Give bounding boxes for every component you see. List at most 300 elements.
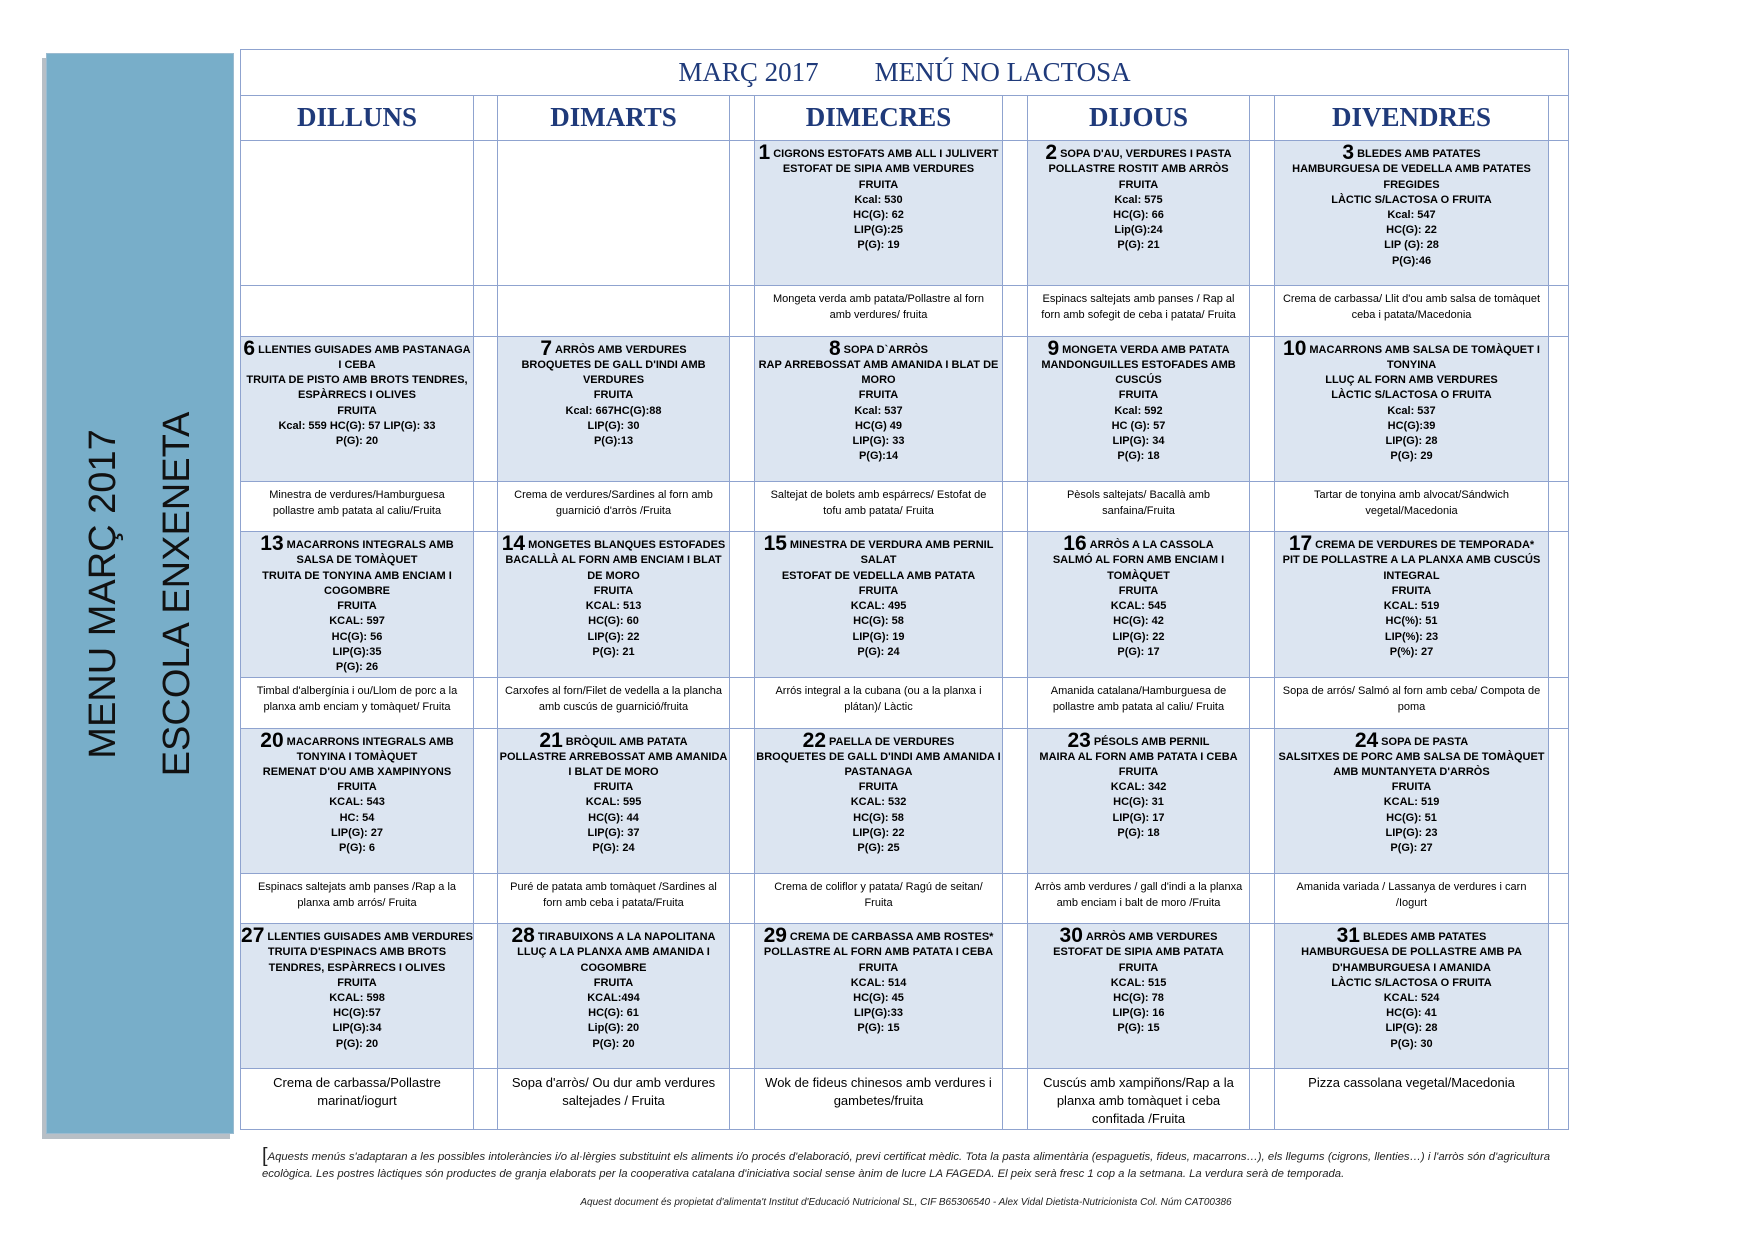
menu-line: FRUITA bbox=[858, 178, 899, 191]
day-cell bbox=[1028, 336, 1250, 481]
menu-line: ESTOFAT DE VEDELLA AMB PATATA bbox=[781, 569, 976, 582]
menu-line: LIP(G): 16 bbox=[1112, 1007, 1165, 1020]
footer-credit: Aquest document és propietat d'alimenta't Institut d'Educació Nutricional SL, CIF B65306540 - Alex Vidal Dietista-Nutricionista Col. Núm CAT00386 bbox=[580, 1197, 1232, 1208]
spacer-cell bbox=[730, 141, 755, 286]
spacer-cell bbox=[1250, 336, 1275, 481]
day-cell bbox=[498, 532, 730, 678]
menu-line: Lip(G):24 bbox=[1114, 224, 1163, 237]
week-row bbox=[241, 924, 1569, 1069]
dinner-suggestion: Mongeta verda amb patata/Pollastre al forn amb verdures/ fruita bbox=[755, 286, 1003, 337]
spacer-cell bbox=[1250, 481, 1275, 532]
day-header-thursday: DIJOUS bbox=[1028, 95, 1250, 141]
spacer-cell bbox=[1250, 1069, 1275, 1130]
sidebar-banner bbox=[46, 53, 234, 1134]
menu-month: MARÇ 2017 bbox=[678, 56, 819, 87]
menu-line: LIP(%): 23 bbox=[1384, 630, 1439, 643]
menu-line: PAELLA DE VERDURES bbox=[829, 735, 955, 748]
menu-line: KCAL: 342 bbox=[1110, 781, 1167, 794]
menu-line: BACALLÀ AL FORN AMB ENCIAM I BLAT DE MORO bbox=[505, 554, 722, 582]
footer-note bbox=[262, 1145, 1550, 1183]
menu-line: LÀCTIC S/LACTOSA O FRUITA bbox=[1331, 389, 1492, 402]
menu-line: KCAL:494 bbox=[587, 992, 640, 1005]
dinner-suggestion: Sopa de arrós/ Salmó al forn amb ceba/ Compota de poma bbox=[1275, 678, 1549, 729]
dinner-suggestion: Pizza cassolana vegetal/Macedonia bbox=[1275, 1069, 1549, 1130]
spacer-cell bbox=[730, 286, 755, 337]
spacer-cell bbox=[1250, 728, 1275, 873]
menu-line: KCAL: 515 bbox=[1110, 976, 1167, 989]
menu-line: FRUITA bbox=[858, 961, 899, 974]
day-number: 27 bbox=[241, 924, 265, 948]
menu-line: HC(G): 51 bbox=[1386, 811, 1437, 824]
menu-line: TRUITA DE PISTO AMB BROTS TENDRES, ESPÀRRECS I OLIVES bbox=[246, 374, 468, 402]
menu-line: HAMBURGUESA DE VEDELLA AMB PATATES FREGIDES bbox=[1292, 163, 1531, 191]
menu-line: P(G): 26 bbox=[335, 660, 379, 673]
menu-line: P(G): 18 bbox=[1117, 826, 1160, 839]
day-number: 13 bbox=[260, 532, 284, 556]
menu-line: CIGRONS ESTOFATS AMB ALL I JULIVERT bbox=[773, 148, 999, 161]
menu-line: POLLASTRE ARREBOSSAT AMB AMANIDA I BLAT DE MORO bbox=[499, 750, 728, 779]
spacer-cell bbox=[730, 532, 755, 678]
menu-line: LIP(G): 28 bbox=[1385, 1022, 1438, 1035]
menu-line: LIP(G): 27 bbox=[331, 826, 383, 839]
day-cell bbox=[1028, 728, 1250, 873]
menu-line: FRUITA bbox=[337, 404, 377, 417]
dinner-suggestion: Arròs amb verdures / gall d'indi a la planxa amb enciam i balt de moro /Fruita bbox=[1028, 873, 1250, 924]
menu-line: P(G): 24 bbox=[857, 645, 900, 658]
menu-line: LÀCTIC S/LACTOSA O FRUITA bbox=[1331, 193, 1492, 206]
menu-type: MENÚ NO LACTOSA bbox=[874, 56, 1131, 87]
day-cell bbox=[755, 336, 1003, 481]
menu-line: ESTOFAT DE SIPIA AMB PATATA bbox=[1053, 946, 1224, 959]
menu-line: P(G): 17 bbox=[1117, 645, 1160, 658]
menu-line: FRUITA bbox=[1118, 584, 1159, 597]
menu-line: KCAL: 524 bbox=[1383, 992, 1440, 1005]
dinner-suggestion: Minestra de verdures/Hamburguesa pollastre amb patata al caliu/Fruita bbox=[241, 481, 474, 532]
spacer-cell bbox=[474, 532, 498, 678]
menu-line: P(G):13 bbox=[593, 434, 634, 447]
menu-line: LIP(G):25 bbox=[854, 224, 903, 237]
day-cell bbox=[1275, 728, 1549, 873]
spacer-cell bbox=[474, 728, 498, 873]
menu-line: HC(G): 56 bbox=[331, 630, 383, 643]
spacer-cell bbox=[730, 95, 755, 141]
day-cell bbox=[1275, 532, 1549, 678]
menu-line: MONGETES BLANQUES ESTOFADES bbox=[528, 539, 726, 552]
menu-line: FRUITA bbox=[1118, 178, 1159, 191]
menu-line: FRUITA bbox=[858, 584, 899, 597]
menu-line: LIP(G): 23 bbox=[1385, 826, 1438, 839]
day-number: 14 bbox=[501, 532, 526, 556]
day-number: 21 bbox=[539, 728, 563, 752]
menu-line: MONGETA VERDA AMB PATATA bbox=[1062, 343, 1230, 356]
menu-line: HC(G): 58 bbox=[853, 811, 904, 824]
spacer-cell bbox=[1549, 336, 1569, 481]
menu-line: FRUITA bbox=[593, 389, 634, 402]
menu-line: LIP(G):33 bbox=[854, 1007, 903, 1020]
spacer-cell bbox=[474, 873, 498, 924]
dinner-suggestion: Timbal d'albergínia i ou/Llom de porc a la planxa amb enciam y tomàquet/ Fruita bbox=[241, 678, 474, 729]
day-header-wednesday: DIMECRES bbox=[755, 95, 1003, 141]
alternative-row bbox=[241, 1069, 1569, 1130]
day-number: 10 bbox=[1283, 336, 1307, 360]
menu-line: LIP(G): 37 bbox=[587, 826, 640, 839]
menu-line: BRÒQUIL AMB PATATA bbox=[565, 735, 688, 748]
menu-line: HC(G): 60 bbox=[588, 615, 639, 628]
spacer-cell bbox=[730, 678, 755, 729]
dinner-suggestion: Crema de carbassa/ Llit d'ou amb salsa de tomàquet ceba i patata/Macedonia bbox=[1275, 286, 1549, 337]
day-cell bbox=[1028, 924, 1250, 1069]
spacer-cell bbox=[474, 141, 498, 286]
menu-line: P(G): 6 bbox=[338, 842, 376, 855]
menu-line: LÀCTIC S/LACTOSA O FRUITA bbox=[1331, 976, 1492, 989]
dinner-suggestion: Saltejat de bolets amb espárrecs/ Estofat de tofu amb patata/ Fruita bbox=[755, 481, 1003, 532]
menu-line: Kcal: 575 bbox=[1114, 193, 1163, 206]
menu-line: MAIRA AL FORN AMB PATATA I CEBA bbox=[1039, 750, 1238, 763]
menu-line: HC(G): 41 bbox=[1386, 1007, 1437, 1020]
day-number: 6 bbox=[243, 336, 256, 360]
alternative-row bbox=[241, 678, 1569, 729]
menu-line: HC(G): 44 bbox=[588, 811, 639, 824]
spacer-cell bbox=[730, 924, 755, 1069]
spacer-cell bbox=[474, 1069, 498, 1130]
sidebar-title-line1: MENU MARÇ 2017 bbox=[82, 428, 124, 759]
menu-line: LIP(G): 30 bbox=[587, 419, 640, 432]
menu-line: KCAL: 513 bbox=[585, 600, 642, 613]
dinner-suggestion: Crema de coliflor y patata/ Ragú de seitan/ Fruita bbox=[755, 873, 1003, 924]
day-cell bbox=[498, 336, 730, 481]
dinner-suggestion: Tartar de tonyina amb alvocat/Sándwich vegetal/Macedonia bbox=[1275, 481, 1549, 532]
menu-line: CREMA DE CARBASSA AMB ROSTES* bbox=[789, 931, 994, 944]
day-number: 24 bbox=[1354, 728, 1379, 752]
menu-line: LIP(G): 28 bbox=[1385, 434, 1438, 447]
alternative-row bbox=[241, 286, 1569, 337]
menu-line: HC(G): 22 bbox=[1386, 224, 1437, 237]
spacer-cell bbox=[1549, 678, 1569, 729]
day-cell bbox=[755, 141, 1003, 286]
spacer-cell bbox=[1250, 95, 1275, 141]
day-cell bbox=[1028, 532, 1250, 678]
menu-line: FRUITA bbox=[858, 781, 899, 794]
week-row bbox=[241, 141, 1569, 286]
spacer-cell bbox=[474, 924, 498, 1069]
menu-line: FRUITA bbox=[337, 600, 377, 613]
spacer-cell bbox=[1549, 924, 1569, 1069]
dinner-suggestion: Espinacs saltejats amb panses /Rap a la planxa amb arrós/ Fruita bbox=[241, 873, 474, 924]
menu-line: FRUITA bbox=[1391, 584, 1432, 597]
spacer-cell bbox=[1003, 532, 1028, 678]
menu-line: LIP(G):35 bbox=[332, 645, 382, 658]
spacer-cell bbox=[730, 873, 755, 924]
spacer-cell bbox=[1549, 481, 1569, 532]
menu-line: ARRÒS AMB VERDURES bbox=[1085, 931, 1218, 944]
spacer-cell bbox=[1250, 873, 1275, 924]
day-cell bbox=[241, 336, 474, 481]
menu-line: POLLASTRE AL FORN AMB PATATA I CEBA bbox=[763, 946, 994, 959]
menu-line: LIP(G): 22 bbox=[1112, 630, 1165, 643]
day-cell bbox=[498, 924, 730, 1069]
menu-line: P(G): 20 bbox=[335, 434, 379, 447]
menu-line: P(G): 20 bbox=[592, 1037, 635, 1050]
day-header-friday: DIVENDRES bbox=[1275, 95, 1549, 141]
menu-line: KCAL: 495 bbox=[850, 600, 907, 613]
spacer-cell bbox=[1250, 924, 1275, 1069]
menu-line: P(G): 20 bbox=[335, 1037, 379, 1050]
day-cell bbox=[241, 728, 474, 873]
menu-line: ESTOFAT DE SIPIA AMB VERDURES bbox=[782, 163, 975, 176]
menu-line: LIP(G):34 bbox=[332, 1022, 382, 1035]
menu-line: TRUITA DE TONYINA AMB ENCIAM I COGOMBRE bbox=[262, 569, 452, 597]
menu-line: LIP (G): 28 bbox=[1384, 239, 1439, 252]
day-number: 30 bbox=[1059, 924, 1083, 948]
menu-line: LIP(G): 22 bbox=[587, 630, 640, 643]
menu-line: Kcal: 559 HC(G): 57 LIP(G): 33 bbox=[278, 419, 436, 432]
menu-line: HAMBURGUESA DE POLLASTRE AMB PA D'HAMBURGUESA I AMANIDA bbox=[1301, 946, 1522, 974]
day-number: 9 bbox=[1047, 336, 1060, 360]
footer-note-text: Aquests menús s'adaptaran a les possibles intoleràncies i/o al·lèrgies substituint els aliments i/o procés d'elaboració, previ certificat mèdic. Tota la pasta alimentària (espaguetis, fideus, macarrons…), els llegums (cigrons, llenties…) i l'arròs són d'agricultura ecològica. Les postres làctiques són productes de granja elaborats per la cooperativa catalana d'iniciativa social sense ànim de lucre LA FAGEDA. El peix serà fresc 1 cop a la setmana. La verdura serà de temporada. bbox=[262, 1151, 1550, 1180]
menu-line: P(G): 27 bbox=[1390, 842, 1433, 855]
spacer-cell bbox=[730, 728, 755, 873]
menu-title bbox=[241, 50, 1569, 96]
spacer-cell bbox=[730, 1069, 755, 1130]
spacer-cell bbox=[730, 336, 755, 481]
menu-line: P(%): 27 bbox=[1389, 645, 1434, 658]
menu-line: LIP(G): 17 bbox=[1112, 811, 1165, 824]
week-row bbox=[241, 532, 1569, 678]
dinner-suggestion: Sopa d'arròs/ Ou dur amb verdures saltejades / Fruita bbox=[498, 1069, 730, 1130]
day-cell bbox=[1275, 336, 1549, 481]
menu-line: HC: 54 bbox=[339, 811, 375, 824]
menu-line: LLUÇ AL FORN AMB VERDURES bbox=[1325, 374, 1498, 387]
day-number: 29 bbox=[763, 924, 787, 948]
day-header-tuesday: DIMARTS bbox=[498, 95, 730, 141]
day-number: 7 bbox=[540, 336, 553, 360]
menu-line: LIP(G): 22 bbox=[852, 826, 905, 839]
alternative-row bbox=[241, 481, 1569, 532]
menu-line: KCAL: 597 bbox=[329, 615, 385, 628]
menu-line: P(G):46 bbox=[1391, 254, 1432, 267]
dinner-suggestion: Espinacs saltejats amb panses / Rap al forn amb sofegit de ceba i patata/ Fruita bbox=[1028, 286, 1250, 337]
menu-line: HC(G): 42 bbox=[1113, 615, 1164, 628]
dinner-suggestion: Carxofes al forn/Filet de vedella a la plancha amb cuscús de guarnició/fruita bbox=[498, 678, 730, 729]
alternative-row bbox=[241, 873, 1569, 924]
menu-line: HC(G): 45 bbox=[853, 992, 904, 1005]
spacer-cell bbox=[1250, 678, 1275, 729]
menu-line: HC(G):57 bbox=[333, 1007, 381, 1020]
menu-line: HC(G): 61 bbox=[588, 1007, 639, 1020]
spacer-cell bbox=[730, 481, 755, 532]
dinner-suggestion: Crema de verdures/Sardines al forn amb guarnició d'arròs /Fruita bbox=[498, 481, 730, 532]
menu-table bbox=[240, 49, 1569, 1130]
sidebar-title bbox=[66, 411, 214, 776]
menu-line: CREMA DE VERDURES DE TEMPORADA* bbox=[1315, 539, 1535, 552]
day-number: 17 bbox=[1288, 532, 1313, 556]
menu-line: BLEDES AMB PATATES bbox=[1362, 931, 1487, 944]
dinner-suggestion: Cuscús amb xampiñons/Rap a la planxa amb tomàquet i ceba confitada /Fruita bbox=[1028, 1069, 1250, 1130]
day-cell bbox=[1028, 141, 1250, 286]
spacer-cell bbox=[1549, 95, 1569, 141]
spacer-cell bbox=[1003, 286, 1028, 337]
spacer-cell bbox=[1549, 1069, 1569, 1130]
spacer-cell bbox=[1003, 95, 1028, 141]
menu-line: P(G): 15 bbox=[1117, 1022, 1160, 1035]
menu-line: HC(G): 31 bbox=[1113, 796, 1164, 809]
menu-line: P(G): 24 bbox=[592, 842, 635, 855]
menu-line: KCAL: 519 bbox=[1383, 796, 1440, 809]
menu-line: PIT DE POLLASTRE A LA PLANXA AMB CUSCÚS INTEGRAL bbox=[1282, 554, 1541, 582]
day-cell bbox=[498, 728, 730, 873]
day-cell bbox=[241, 924, 474, 1069]
day-number: 3 bbox=[1342, 141, 1355, 165]
spacer-cell bbox=[1549, 286, 1569, 337]
menu-line: REMENAT D'OU AMB XAMPINYONS bbox=[262, 766, 452, 779]
menu-line: Kcal: 592 bbox=[1114, 404, 1163, 417]
spacer-cell bbox=[1549, 873, 1569, 924]
spacer-cell bbox=[1003, 728, 1028, 873]
menu-line: Kcal: 537 bbox=[1387, 404, 1436, 417]
menu-line: PÉSOLS AMB PERNIL bbox=[1093, 735, 1210, 748]
menu-line: P(G): 19 bbox=[857, 239, 900, 252]
spacer-cell bbox=[1250, 286, 1275, 337]
footer-bracket: [ bbox=[262, 1145, 268, 1167]
spacer-cell bbox=[474, 336, 498, 481]
dinner-suggestion bbox=[241, 286, 474, 337]
spacer-cell bbox=[1003, 336, 1028, 481]
menu-line: FRUITA bbox=[593, 781, 634, 794]
dinner-suggestion: Amanida catalana/Hamburguesa de pollastre amb patata al caliu/ Fruita bbox=[1028, 678, 1250, 729]
menu-line: TRUITA D'ESPINACS AMB BROTS TENDRES, ESPÀRRECS I OLIVES bbox=[267, 946, 447, 974]
menu-line: HC(G): 78 bbox=[1113, 992, 1164, 1005]
menu-line: KCAL: 598 bbox=[329, 992, 385, 1005]
day-cell bbox=[498, 141, 730, 286]
spacer-cell bbox=[474, 481, 498, 532]
menu-line: P(G): 21 bbox=[1117, 239, 1160, 252]
menu-line: LLENTIES GUISADES AMB PASTANAGA I CEBA bbox=[258, 343, 471, 371]
menu-line: Kcal: 530 bbox=[854, 193, 903, 206]
week-row bbox=[241, 728, 1569, 873]
day-number: 1 bbox=[758, 141, 771, 165]
menu-line: Lip(G): 20 bbox=[587, 1022, 640, 1035]
menu-line: TIRABUIXONS A LA NAPOLITANA bbox=[537, 931, 716, 944]
spacer-cell bbox=[1549, 141, 1569, 286]
day-cell bbox=[241, 141, 474, 286]
menu-line: Kcal: 537 bbox=[854, 404, 903, 417]
menu-line: P(G): 25 bbox=[857, 842, 900, 855]
menu-line: FRUITA bbox=[337, 976, 377, 989]
day-number: 28 bbox=[511, 924, 535, 948]
menu-line: HC (G): 57 bbox=[1111, 419, 1166, 432]
menu-line: P(G): 29 bbox=[1390, 450, 1433, 463]
menu-line: MACARRONS AMB SALSA DE TOMÀQUET I TONYINA bbox=[1309, 343, 1540, 371]
spacer-cell bbox=[1003, 873, 1028, 924]
menu-line: SALSITXES DE PORC AMB SALSA DE TOMÀQUET AMB MUNTANYETA D'ARRÒS bbox=[1278, 750, 1545, 779]
day-number: 15 bbox=[763, 532, 787, 556]
menu-line: KCAL: 532 bbox=[850, 796, 907, 809]
menu-line: P(G): 15 bbox=[857, 1022, 900, 1035]
day-number: 8 bbox=[828, 336, 841, 360]
day-number: 23 bbox=[1067, 728, 1091, 752]
menu-line: KCAL: 514 bbox=[850, 976, 907, 989]
day-cell bbox=[1275, 924, 1549, 1069]
menu-line: FRUITA bbox=[1118, 389, 1159, 402]
spacer-cell bbox=[1003, 481, 1028, 532]
menu-line: SALMÓ AL FORN AMB ENCIAM I TOMÀQUET bbox=[1052, 554, 1225, 582]
menu-line: RAP ARREBOSSAT AMB AMANIDA I BLAT DE MORO bbox=[758, 358, 999, 387]
menu-line: P(G):14 bbox=[858, 450, 899, 463]
spacer-cell bbox=[1003, 678, 1028, 729]
spacer-cell bbox=[1003, 924, 1028, 1069]
menu-line: FRUITA bbox=[337, 781, 377, 794]
menu-line: ARRÒS AMB VERDURES bbox=[555, 343, 687, 356]
menu-line: MACARRONS INTEGRALS AMB SALSA DE TOMÀQUET bbox=[286, 539, 454, 567]
menu-line: HC(G): 62 bbox=[853, 209, 904, 221]
menu-line: BROQUETES DE GALL D'INDI AMB AMANIDA I PASTANAGA bbox=[756, 750, 1001, 779]
day-cell bbox=[1275, 141, 1549, 286]
menu-line: LLUÇ A LA PLANXA AMB AMANIDA I COGOMBRE bbox=[517, 946, 710, 974]
menu-line: FRUITA bbox=[858, 389, 899, 402]
menu-line: FRUITA bbox=[1391, 781, 1432, 794]
spacer-cell bbox=[474, 95, 498, 141]
menu-line: MANDONGUILLES ESTOFADES AMB CUSCÚS bbox=[1041, 358, 1236, 387]
dinner-suggestion: Wok de fideus chinesos amb verdures i gambetes/fruita bbox=[755, 1069, 1003, 1130]
dinner-suggestion: Pèsols saltejats/ Bacallà amb sanfaina/Fruita bbox=[1028, 481, 1250, 532]
menu-line: BROQUETES DE GALL D'INDI AMB VERDURES bbox=[521, 358, 706, 387]
menu-line: P(G): 21 bbox=[592, 645, 635, 658]
menu-line: LIP(G): 19 bbox=[852, 630, 905, 643]
menu-line: FRUITA bbox=[593, 584, 634, 597]
day-header-monday: DILLUNS bbox=[241, 95, 474, 141]
day-number: 22 bbox=[802, 728, 827, 752]
menu-line: SOPA D'AU, VERDURES I PASTA bbox=[1060, 148, 1232, 161]
dinner-suggestion: Crema de carbassa/Pollastre marinat/iogurt bbox=[241, 1069, 474, 1130]
menu-line: LLENTIES GUISADES AMB VERDURES bbox=[267, 931, 473, 944]
day-cell bbox=[241, 532, 474, 678]
menu-line: HC(G): 66 bbox=[1113, 209, 1164, 221]
menu-line: P(G): 30 bbox=[1390, 1037, 1433, 1050]
menu-line: LIP(G): 33 bbox=[852, 434, 905, 447]
spacer-cell bbox=[1250, 532, 1275, 678]
day-cell bbox=[755, 532, 1003, 678]
menu-line: BLEDES AMB PATATES bbox=[1357, 148, 1481, 161]
menu-line: HC(G): 58 bbox=[853, 615, 904, 628]
dinner-suggestion: Arrós integral a la cubana (ou a la planxa i plátan)/ Làctic bbox=[755, 678, 1003, 729]
menu-line: ARRÒS A LA CASSOLA bbox=[1089, 539, 1214, 552]
menu-line: KCAL: 545 bbox=[1110, 600, 1167, 613]
menu-line: POLLASTRE ROSTIT AMB ARRÒS bbox=[1048, 163, 1229, 176]
menu-line: FRUITA bbox=[1118, 766, 1159, 779]
menu-line: FRUITA bbox=[593, 976, 634, 989]
menu-line: LIP(G): 34 bbox=[1112, 434, 1165, 447]
menu-line: SOPA DE PASTA bbox=[1381, 735, 1469, 748]
menu-line: SOPA D`ARRÒS bbox=[843, 343, 929, 356]
menu-line: FRUITA bbox=[1118, 961, 1159, 974]
day-cell bbox=[755, 728, 1003, 873]
menu-line: MACARRONS INTEGRALS AMB TONYINA I TOMÀQUET bbox=[286, 735, 454, 763]
day-number: 31 bbox=[1336, 924, 1360, 948]
menu-line: MINESTRA DE VERDURA AMB PERNIL SALAT bbox=[789, 539, 994, 567]
dinner-suggestion: Amanida variada / Lassanya de verdures i carn /Iogurt bbox=[1275, 873, 1549, 924]
spacer-cell bbox=[474, 286, 498, 337]
spacer-cell bbox=[1549, 532, 1569, 678]
spacer-cell bbox=[1003, 1069, 1028, 1130]
day-number: 16 bbox=[1063, 532, 1087, 556]
menu-line: KCAL: 519 bbox=[1383, 600, 1440, 613]
dinner-suggestion: Puré de patata amb tomàquet /Sardines al forn amb ceba i patata/Fruita bbox=[498, 873, 730, 924]
sidebar-title-line2: ESCOLA ENXENETA bbox=[156, 411, 198, 776]
menu-line: Kcal: 667HC(G):88 bbox=[565, 404, 662, 417]
menu-line: P(G): 18 bbox=[1117, 450, 1160, 463]
menu-line: KCAL: 595 bbox=[585, 796, 642, 809]
spacer-cell bbox=[1549, 728, 1569, 873]
